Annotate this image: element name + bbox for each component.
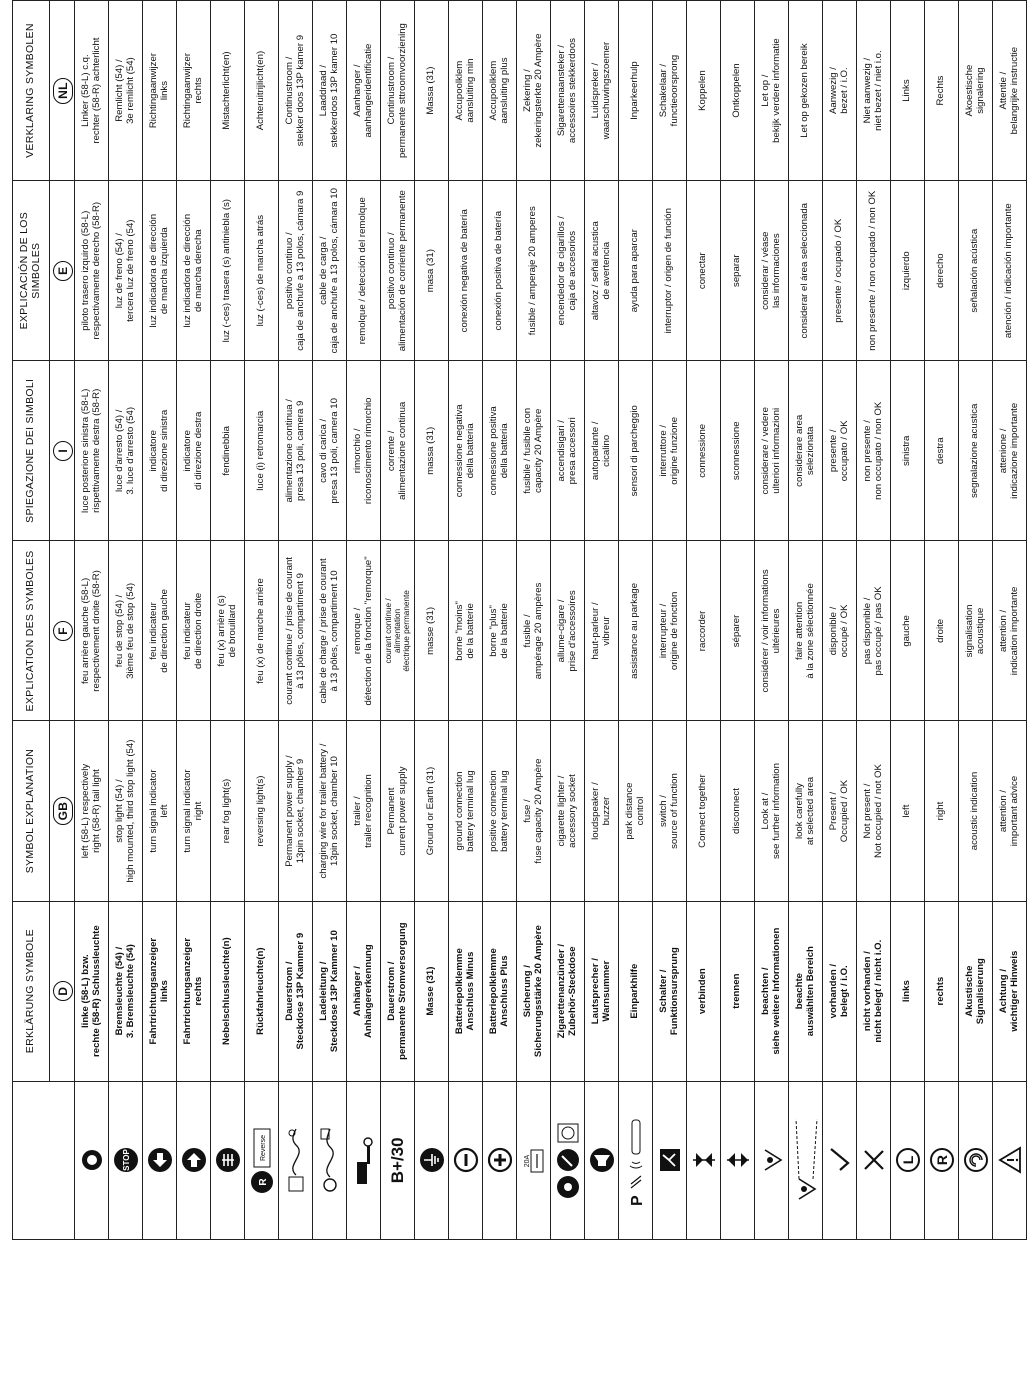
- cell-f: pas disponible / pas occupé / pas OK: [857, 541, 891, 721]
- cell-i: fendinebbia: [211, 361, 245, 541]
- cell-nl: Luidspreker / waarschuwingszoemer: [585, 1, 619, 181]
- cell-gb: left: [891, 721, 925, 901]
- lang-code-e: [50, 181, 75, 361]
- cross-icon: [857, 1081, 891, 1239]
- cell-gb: Present / Occupied / OK: [823, 721, 857, 901]
- cell-gb: look carefully at selected area: [789, 721, 823, 901]
- cell-gb: Connect together: [687, 721, 721, 901]
- switch-icon: [653, 1081, 687, 1239]
- lang-code-de: [50, 901, 75, 1081]
- table-row: [415, 1, 449, 1240]
- cell-i: sensori di parcheggio: [619, 361, 653, 541]
- look-area-icon: [789, 1081, 823, 1239]
- trailer-icon: [347, 1081, 381, 1239]
- cell-gb: disconnect: [721, 721, 755, 901]
- cell-gb: charging wire for trailer battery / 13pin socket, chamber 10: [313, 721, 347, 901]
- cell-de: trennen: [721, 901, 755, 1081]
- cell-gb: park distance control: [619, 721, 653, 901]
- table-row: [347, 1, 381, 1240]
- cell-de: Ladeleitung / Steckdose 13P Kammer 10: [313, 901, 347, 1081]
- cell-e: izquierdo: [891, 181, 925, 361]
- cell-e: piloto trasero izquirdo (58-L) respectivamente derecho (58-R): [75, 181, 109, 361]
- cell-i: considerare / vedere ulteriori informazioni: [755, 361, 789, 541]
- cell-de: beachten / siehe weitere Informationen: [755, 901, 789, 1081]
- cell-e: conexión positiva de batería: [483, 181, 517, 361]
- cell-de: Zigarettenanzünder / Zubehör-Steckdose: [551, 901, 585, 1081]
- cell-de: Fahrtrichtungsanzeiger rechts: [177, 901, 211, 1081]
- cell-gb: Not present / Not occupied / not OK: [857, 721, 891, 901]
- cell-f: borne "plus" de la batterie: [483, 541, 517, 721]
- b30-symbol: B+/30: [381, 1081, 415, 1239]
- cell-de: Fahrtrichtungsanzeiger links: [143, 901, 177, 1081]
- cell-f: allume-cigare / prise d'accessoires: [551, 541, 585, 721]
- look-icon: [755, 1081, 789, 1239]
- table-row: [449, 1, 483, 1240]
- cell-nl: Richtingaanwijzer rechts: [177, 1, 211, 181]
- table-row: [313, 1, 347, 1240]
- cell-f: courant continue / alimentation électrique permanente: [381, 541, 415, 721]
- cell-e: luz (-ces) trasera (s) antiniebla (s): [211, 181, 245, 361]
- cell-f: borne "moins" de la batterie: [449, 541, 483, 721]
- cell-gb: loudspeaker / buzzer: [585, 721, 619, 901]
- lang-code-i: [50, 361, 75, 541]
- table-row: [483, 1, 517, 1240]
- cell-f: masse (31): [415, 541, 449, 721]
- cell-gb: reversing light(s): [245, 721, 279, 901]
- cell-e: luz indicadora de dirección de marcha derecha: [177, 181, 211, 361]
- socket-permanent-icon: [279, 1081, 313, 1239]
- table-row: [959, 1, 993, 1240]
- cell-de: Dauerstrom / permanente Stromversorgung: [381, 901, 415, 1081]
- cell-de: Akustische Signalisierung: [959, 901, 993, 1081]
- table-row: [109, 1, 143, 1240]
- cell-i: presente / occupato / OK: [823, 361, 857, 541]
- cell-nl: Accupoolklem aansluiting min: [449, 1, 483, 181]
- cell-de: Batteriepolklemme Anschluss Plus: [483, 901, 517, 1081]
- cell-i: autoparlante / cicalino: [585, 361, 619, 541]
- cell-f: remorque / détection de la fonction "remorque": [347, 541, 381, 721]
- cell-nl: Let op / bekijk verdere informatie: [755, 1, 789, 181]
- symbol-legend-table: [12, 0, 1027, 1240]
- stop-light-icon: [109, 1081, 143, 1239]
- acoustic-icon: [959, 1081, 993, 1239]
- cell-nl: Links: [891, 1, 925, 181]
- cell-e: altavoz / señal acustica de avertencia: [585, 181, 619, 361]
- cell-e: separar: [721, 181, 755, 361]
- warning-icon: [993, 1081, 1027, 1239]
- cell-nl: Accupoolklem aansluiting plus: [483, 1, 517, 181]
- cell-f: séparer: [721, 541, 755, 721]
- cell-gb: cigarette lighter / accessory socket: [551, 721, 585, 901]
- cell-e: fusible / amperaje 20 amperes: [517, 181, 551, 361]
- cell-i: sconnessione: [721, 361, 755, 541]
- socket-charging-icon: [313, 1081, 347, 1239]
- table-row: [279, 1, 313, 1240]
- cell-nl: Niet aanwezig / niet bezet / niet i.o.: [857, 1, 891, 181]
- cell-gb: ground connection battery terminal lug: [449, 721, 483, 901]
- cell-i: massa (31): [415, 361, 449, 541]
- table-row: [653, 1, 687, 1240]
- legend-rows: [75, 1, 1027, 1240]
- cell-de: vorhanden / belegt / i.O.: [823, 901, 857, 1081]
- cell-de: Batteriepolklemme Anschluss Minus: [449, 901, 483, 1081]
- cell-e: luz (-ces) de marcha atrás: [245, 181, 279, 361]
- svg-text:R: R: [933, 1155, 950, 1166]
- table-row: [993, 1, 1027, 1240]
- cell-nl: Linker (58-L) c.q. rechter (58-R) achterlicht: [75, 1, 109, 181]
- cell-de: Sicherung / Sicherungsstärke 20 Ampère: [517, 901, 551, 1081]
- cell-gb: Permanent current power supply: [381, 721, 415, 901]
- cell-i: interruttore / origine funzione: [653, 361, 687, 541]
- cell-e: atención / indicación importante: [993, 181, 1027, 361]
- cell-nl: Sigarettenaansteker / accessoires stekkerdoos: [551, 1, 585, 181]
- reverse-label: Reverse: [259, 1135, 267, 1162]
- cell-nl: Richtingaanwijzer links: [143, 1, 177, 181]
- header-de: ERKLÄRUNG SYMBOLE: [13, 901, 50, 1081]
- cell-de: Dauerstrom / Steckdose 13P Kammer 9: [279, 901, 313, 1081]
- cell-nl: Achteruitrijlicht(en): [245, 1, 279, 181]
- plus-icon: [483, 1081, 517, 1239]
- cell-f: feu arrière gauche (58-L) respectivement droite (58-R): [75, 541, 109, 721]
- cell-f: interrupteur / origine de fonction: [653, 541, 687, 721]
- speaker-icon: [585, 1081, 619, 1239]
- cell-e: derecho: [925, 181, 959, 361]
- cell-f: droite: [925, 541, 959, 721]
- cell-gb: attention / important advice: [993, 721, 1027, 901]
- cell-f: haut-parleur / vibreur: [585, 541, 619, 721]
- header-title-row: [13, 1, 50, 1240]
- table-row: [891, 1, 925, 1240]
- table-row: [687, 1, 721, 1240]
- cell-nl: Akoestische signalering: [959, 1, 993, 181]
- park-label: P: [628, 1195, 646, 1207]
- cell-f: fusible / ampérage 20 ampères: [517, 541, 551, 721]
- park-assist-icon: [619, 1081, 653, 1239]
- check-icon: [823, 1081, 857, 1239]
- cell-f: raccorder: [687, 541, 721, 721]
- cell-de: Einparkhilfe: [619, 901, 653, 1081]
- cell-i: rimorchio / riconoscimento rimorchio: [347, 361, 381, 541]
- cell-gb: fuse / fuse capacity 20 Ampère: [517, 721, 551, 901]
- cell-i: alimentazione continua / presa 13 poli, camera 9: [279, 361, 313, 541]
- cell-de: Masse (31): [415, 901, 449, 1081]
- cell-gb: rear fog light(s): [211, 721, 245, 901]
- cell-gb: trailer / trailer recognition: [347, 721, 381, 901]
- cell-nl: Inparkeerhulp: [619, 1, 653, 181]
- cell-i: connessione positiva della batteria: [483, 361, 517, 541]
- rotated-legend-table: [12, 0, 1020, 1240]
- cell-i: accendisigari / presa accessori: [551, 361, 585, 541]
- cell-de: Achtung / wichtiger Hinweis: [993, 901, 1027, 1081]
- cell-gb: Permanent power supply / 13pin socket, chamber 9: [279, 721, 313, 901]
- minus-icon: [449, 1081, 483, 1239]
- cell-i: luce (i) retromarcia: [245, 361, 279, 541]
- lang-badge-de: D: [53, 981, 73, 1001]
- header-i: SPIEGAZIONE DEI SIMBOLI: [13, 361, 50, 541]
- disconnect-icon: [721, 1081, 755, 1239]
- header-gb: SYMBOL EXPLANATION: [13, 721, 50, 901]
- cell-i: segnalazione acustica: [959, 361, 993, 541]
- cell-i: considerare area selezionata: [789, 361, 823, 541]
- cell-de: Rückfahrleuchte(n): [245, 901, 279, 1081]
- lang-code-gb: [50, 721, 75, 901]
- cell-e: remolque / detección del remolque: [347, 181, 381, 361]
- cell-i: indicatore di direzione sinistra: [143, 361, 177, 541]
- cell-e: presente / ocupado / OK: [823, 181, 857, 361]
- cell-nl: Laaddraad / stekkerdoos 13P kamer 10: [313, 1, 347, 181]
- cell-de: nicht vorhanden / nicht belegt / nicht i.O.: [857, 901, 891, 1081]
- turn-left-icon: [143, 1081, 177, 1239]
- cell-f: disponible / occupé / OK: [823, 541, 857, 721]
- table-row: [211, 1, 245, 1240]
- fuse-label: 20A: [523, 1155, 531, 1168]
- cell-e: cable de carga / caja de anchufe a 13 polos, cámara 10: [313, 181, 347, 361]
- cell-gb: positive connection battery terminal lug: [483, 721, 517, 901]
- lang-badge-i: I: [53, 441, 73, 461]
- cell-nl: Rechts: [925, 1, 959, 181]
- cell-de: Bremsleuchte (54) / 3. Bremsleuchte (54): [109, 901, 143, 1081]
- header-nl: VERKLARING SYMBOLEN: [13, 1, 50, 181]
- cell-e: considerar / véase las informaciones: [755, 181, 789, 361]
- cell-gb: turn signal indicator right: [177, 721, 211, 901]
- cell-e: encendedor de cigarillos / caja de accesorios: [551, 181, 585, 361]
- cell-de: verbinden: [687, 901, 721, 1081]
- cell-e: señalación acústica: [959, 181, 993, 361]
- tail-light-icon: [75, 1081, 109, 1239]
- cell-i: indicatore di direzione destra: [177, 361, 211, 541]
- header-code-row: [50, 1, 75, 1240]
- cell-i: destra: [925, 361, 959, 541]
- left-l-icon: [891, 1081, 925, 1239]
- cell-nl: Let op gekozen bereik: [789, 1, 823, 181]
- cell-de: linke (58-L) bzw. rechte (58-R) Schlussleuchte: [75, 901, 109, 1081]
- cell-e: luz indicadora de dirección de marcha izquierda: [143, 181, 177, 361]
- cell-nl: Remlicht (54) / 3e remlicht (54): [109, 1, 143, 181]
- table-row: [381, 1, 415, 1240]
- table-row: [721, 1, 755, 1240]
- cell-de: Schalter / Funktionsursprung: [653, 901, 687, 1081]
- cell-f: feu (x) de marche arrière: [245, 541, 279, 721]
- cell-f: feu indicateur de direction droite: [177, 541, 211, 721]
- cell-e: luz de freno (54) / tercera luz de freno (54): [109, 181, 143, 361]
- cell-f: feu de stop (54) / 3ième feu de stop (54): [109, 541, 143, 721]
- cell-e: positivo continuo / caja de anchufe a 13 polos, cámara 9: [279, 181, 313, 361]
- cell-f: feu (x) arrière (s) de brouillard: [211, 541, 245, 721]
- cell-gb: switch / source of function: [653, 721, 687, 901]
- cell-nl: Continustroom / permanente sttroomvoorziening: [381, 1, 415, 181]
- svg-text:R: R: [257, 1178, 269, 1186]
- cell-de: Lautsprecher / Warnsummer: [585, 901, 619, 1081]
- table-row: [143, 1, 177, 1240]
- ground-icon: [415, 1081, 449, 1239]
- cell-nl: Koppelen: [687, 1, 721, 181]
- cell-f: gauche: [891, 541, 925, 721]
- cell-i: connessione: [687, 361, 721, 541]
- cell-i: luce posteriore sinistra (58-L) rispettivamente destra (58-R): [75, 361, 109, 541]
- table-row: [75, 1, 109, 1240]
- cell-e: positivo continuo / alimentación de corriente permanente: [381, 181, 415, 361]
- turn-right-icon: [177, 1081, 211, 1239]
- table-row: [789, 1, 823, 1240]
- cell-e: interruptor / origen de función: [653, 181, 687, 361]
- cell-i: luce d'arresto (54) / 3. luce d'arresto (54): [109, 361, 143, 541]
- table-row: [177, 1, 211, 1240]
- table-row: [517, 1, 551, 1240]
- table-row: [585, 1, 619, 1240]
- cell-nl: Aanwezig / bezet / i.O.: [823, 1, 857, 181]
- cell-f: signalisation acoustique: [959, 541, 993, 721]
- table-row: [755, 1, 789, 1240]
- cell-gb: stop light (54) / high mounted, third stop light (54): [109, 721, 143, 901]
- cell-gb: Ground or Earth (31): [415, 721, 449, 901]
- cell-f: faire attention à la zone sélectionnée: [789, 541, 823, 721]
- cell-de: beachte auswählten Bereich: [789, 901, 823, 1081]
- lang-badge-gb: GB: [53, 797, 73, 825]
- cell-f: feu indicateur de direction gauche: [143, 541, 177, 721]
- symbol-column-header: [13, 1081, 75, 1239]
- cell-e: non presente / non ocupado / non OK: [857, 181, 891, 361]
- cell-de: links: [891, 901, 925, 1081]
- cell-e: masa (31): [415, 181, 449, 361]
- table-row: [823, 1, 857, 1240]
- cell-de: rechts: [925, 901, 959, 1081]
- cell-i: connessione negativa della batteria: [449, 361, 483, 541]
- table-row: [551, 1, 585, 1240]
- cell-e: considerar el área seleccionada: [789, 181, 823, 361]
- reversing-light-icon: [245, 1081, 279, 1239]
- cell-i: corrente / alimentazione continua: [381, 361, 415, 541]
- table-row: [925, 1, 959, 1240]
- cell-gb: right: [925, 721, 959, 901]
- cell-e: conexión negativa de batería: [449, 181, 483, 361]
- stop-label: STOP: [121, 1149, 131, 1172]
- rear-fog-light-icon: [211, 1081, 245, 1239]
- cell-f: assistance au parkage: [619, 541, 653, 721]
- cell-f: courant continue / prise de courant à 13 pôles, compartiment 9: [279, 541, 313, 721]
- cell-i: sinistra: [891, 361, 925, 541]
- cell-nl: Aanhanger / aanhangeridentificatie: [347, 1, 381, 181]
- cell-gb: acoustic indication: [959, 721, 993, 901]
- cell-gb: left (58-L) respectively right (58-R) tail light: [75, 721, 109, 901]
- fuse-icon: [517, 1081, 551, 1239]
- cell-nl: Attentie / belangrijke instructie: [993, 1, 1027, 181]
- header-e: EXPLICACIÓN DE LOS SIMBOLES: [13, 181, 50, 361]
- lang-badge-e: E: [53, 261, 73, 281]
- header-f: EXPLICATION DES SYMBOLES: [13, 541, 50, 721]
- cell-de: Nebelschlussleuchte(n): [211, 901, 245, 1081]
- cell-nl: Ontkoppelen: [721, 1, 755, 181]
- cell-i: non presente / non occupato / non OK: [857, 361, 891, 541]
- connect-icon: [687, 1081, 721, 1239]
- lang-code-nl: [50, 1, 75, 181]
- lang-badge-f: F: [53, 621, 73, 641]
- cell-nl: Zekering / zekeringsterkte 20 Ampère: [517, 1, 551, 181]
- cell-i: attenione / indicazione importante: [993, 361, 1027, 541]
- cell-e: ayuda para aparcar: [619, 181, 653, 361]
- cell-de: Anhänger / Anhängererkennung: [347, 901, 381, 1081]
- cell-e: conectar: [687, 181, 721, 361]
- table-row: [619, 1, 653, 1240]
- cell-nl: Massa (31): [415, 1, 449, 181]
- cell-nl: Continustroom / stekker doos 13P kamer 9: [279, 1, 313, 181]
- cell-nl: Mistachterlicht(en): [211, 1, 245, 181]
- cigarette-lighter-icon: [551, 1081, 585, 1239]
- cell-i: cavo di carica / presa 13 poli, camera 10: [313, 361, 347, 541]
- cell-f: considérer / voir informations ultérieures: [755, 541, 789, 721]
- table-row: [857, 1, 891, 1240]
- cell-i: fusibile / fusibile con capacity 20 Ampère: [517, 361, 551, 541]
- lang-code-f: [50, 541, 75, 721]
- cell-gb: turn signal indicator left: [143, 721, 177, 901]
- cell-f: attention / indication importante: [993, 541, 1027, 721]
- right-r-icon: [925, 1081, 959, 1239]
- lang-badge-nl: NL: [53, 78, 73, 104]
- cell-f: cable de charge / prise de courant à 13 pôles, compartiment 10: [313, 541, 347, 721]
- svg-text:L: L: [899, 1156, 916, 1165]
- cell-nl: Schakelaar / functieoorsprong: [653, 1, 687, 181]
- cell-gb: Look at / see further information: [755, 721, 789, 901]
- table-row: [245, 1, 279, 1240]
